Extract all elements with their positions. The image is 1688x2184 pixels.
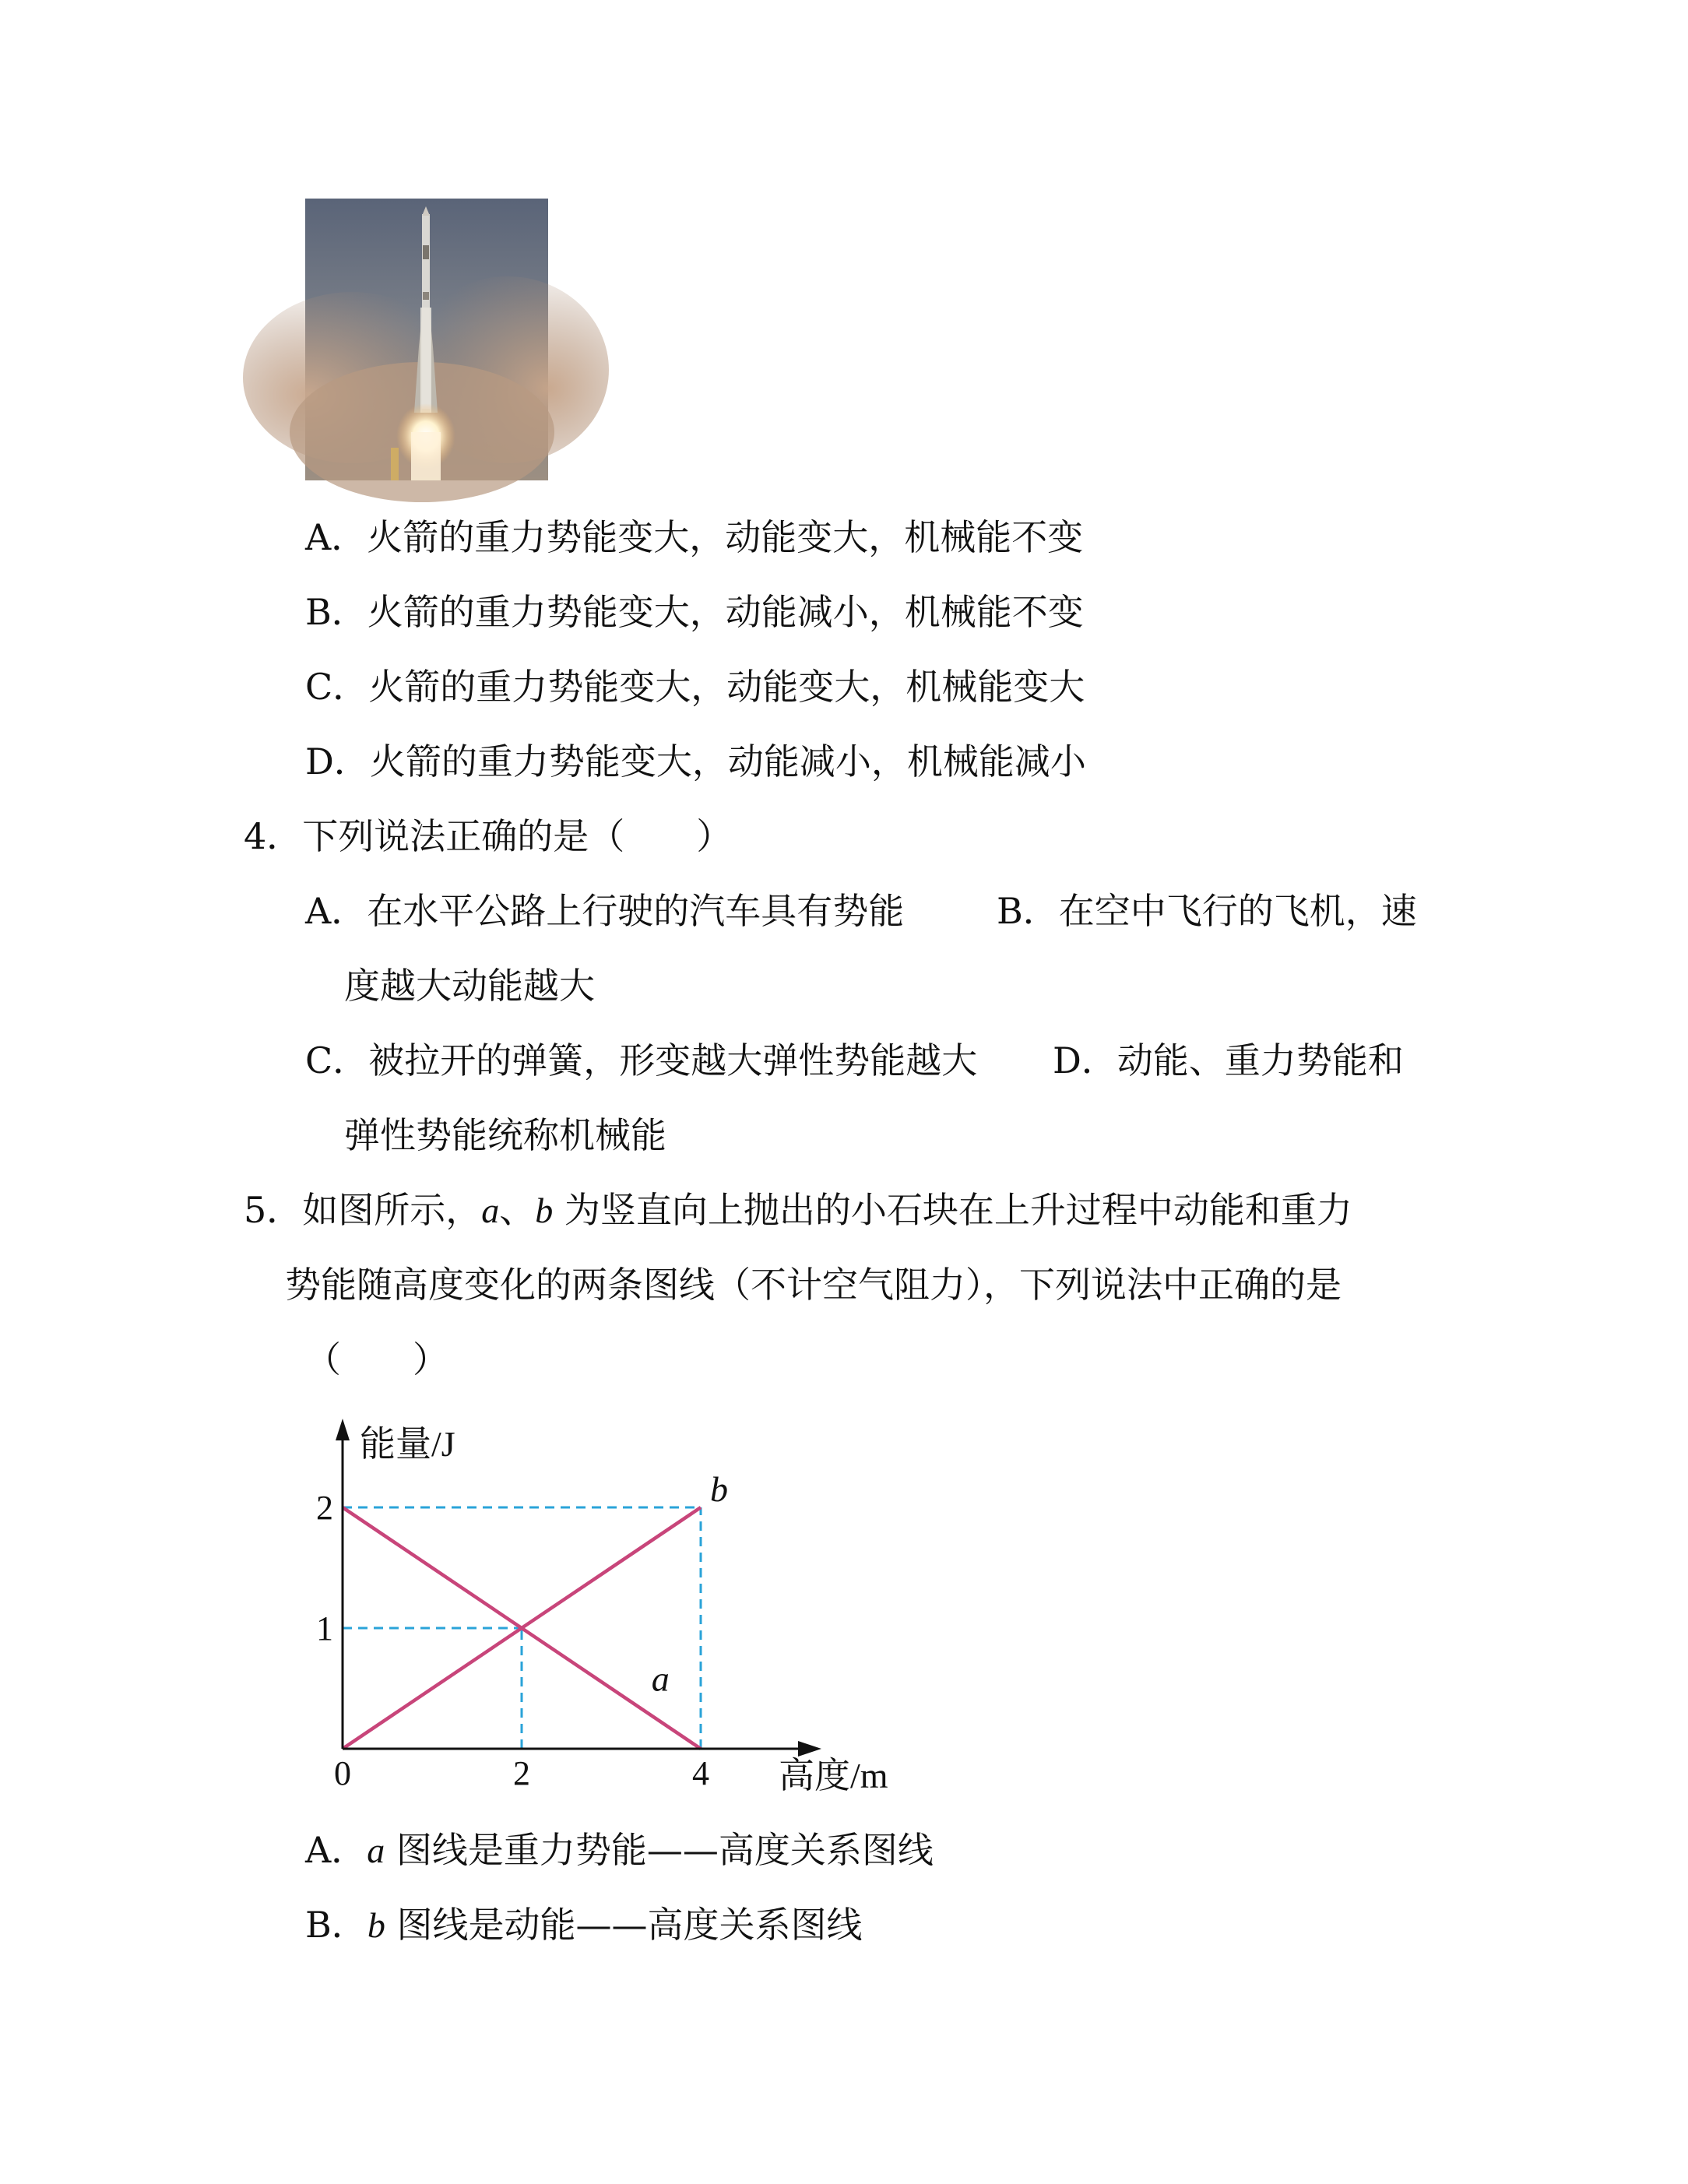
- q3-option-d: D．火箭的重力势能变大，动能减小，机械能减小: [305, 740, 1086, 783]
- y-tick-label-2: 2: [316, 1489, 333, 1527]
- q5-stem-line3: （ ）: [305, 1338, 448, 1380]
- x-tick-label-4: 4: [692, 1754, 709, 1792]
- energy-height-chart: [296, 1401, 888, 1806]
- q5-stem-line2: 势能随高度变化的两条图线（不计空气阻力），下列说法中正确的是: [285, 1264, 1342, 1306]
- q4-option-c: C．被拉开的弹簧，形变越大弹性势能越大: [305, 1039, 978, 1081]
- q5-stem-prefix: 5．如图所示，: [244, 1189, 482, 1231]
- q5-option-a-var: a: [367, 1831, 385, 1870]
- q5-stem-line1: [244, 1187, 1352, 1234]
- q4-option-d-cont: 弹性势能统称机械能: [344, 1114, 666, 1156]
- y-axis-arrow: [336, 1419, 350, 1440]
- q5-stem-rest: 为竖直向上抛出的小石块在上升过程中动能和重力: [564, 1189, 1352, 1231]
- q4-option-d: D．动能、重力势能和: [1053, 1039, 1404, 1081]
- x-axis-arrow: [798, 1741, 821, 1757]
- q3-option-a: A．火箭的重力势能变大，动能变大，机械能不变: [305, 516, 1084, 558]
- q3-option-c: C．火箭的重力势能变大，动能变大，机械能变大: [305, 666, 1085, 708]
- q5-option-b-rest: 图线是动能——高度关系图线: [396, 1904, 863, 1946]
- q4-option-b-cont: 度越大动能越大: [344, 965, 595, 1007]
- q5-option-b-prefix: B．: [305, 1904, 367, 1946]
- q5-option-b: [305, 1901, 862, 1949]
- q4-stem: 4．下列说法正确的是（ ）: [244, 815, 733, 857]
- q5-sep: 、: [499, 1189, 536, 1231]
- q4-option-b: B．在空中飞行的飞机，速: [997, 890, 1417, 932]
- q5-var-a: a: [481, 1190, 500, 1230]
- rocket-launch-photo: [305, 199, 548, 480]
- x-tick-label-0: 0: [334, 1754, 351, 1792]
- series-label-a: a: [651, 1658, 670, 1699]
- y-axis-label: 能量/J: [360, 1424, 455, 1464]
- q5-option-a-prefix: A．: [305, 1829, 367, 1871]
- q3-option-b: B．火箭的重力势能变大，动能减小，机械能不变: [305, 591, 1084, 633]
- q4-option-a: A．在水平公路上行驶的汽车具有势能: [305, 890, 905, 932]
- q5-var-b: b: [535, 1190, 554, 1230]
- series-label-b: b: [710, 1469, 728, 1509]
- x-tick-label-2: 2: [513, 1754, 530, 1792]
- q5-option-b-var: b: [367, 1905, 385, 1945]
- y-tick-label-1: 1: [316, 1609, 333, 1648]
- q5-option-a: [305, 1827, 934, 1874]
- chart-labels: [316, 1424, 888, 1795]
- q5-option-a-rest: 图线是重力势能——高度关系图线: [396, 1829, 934, 1871]
- x-axis-label: 高度/m: [779, 1756, 888, 1795]
